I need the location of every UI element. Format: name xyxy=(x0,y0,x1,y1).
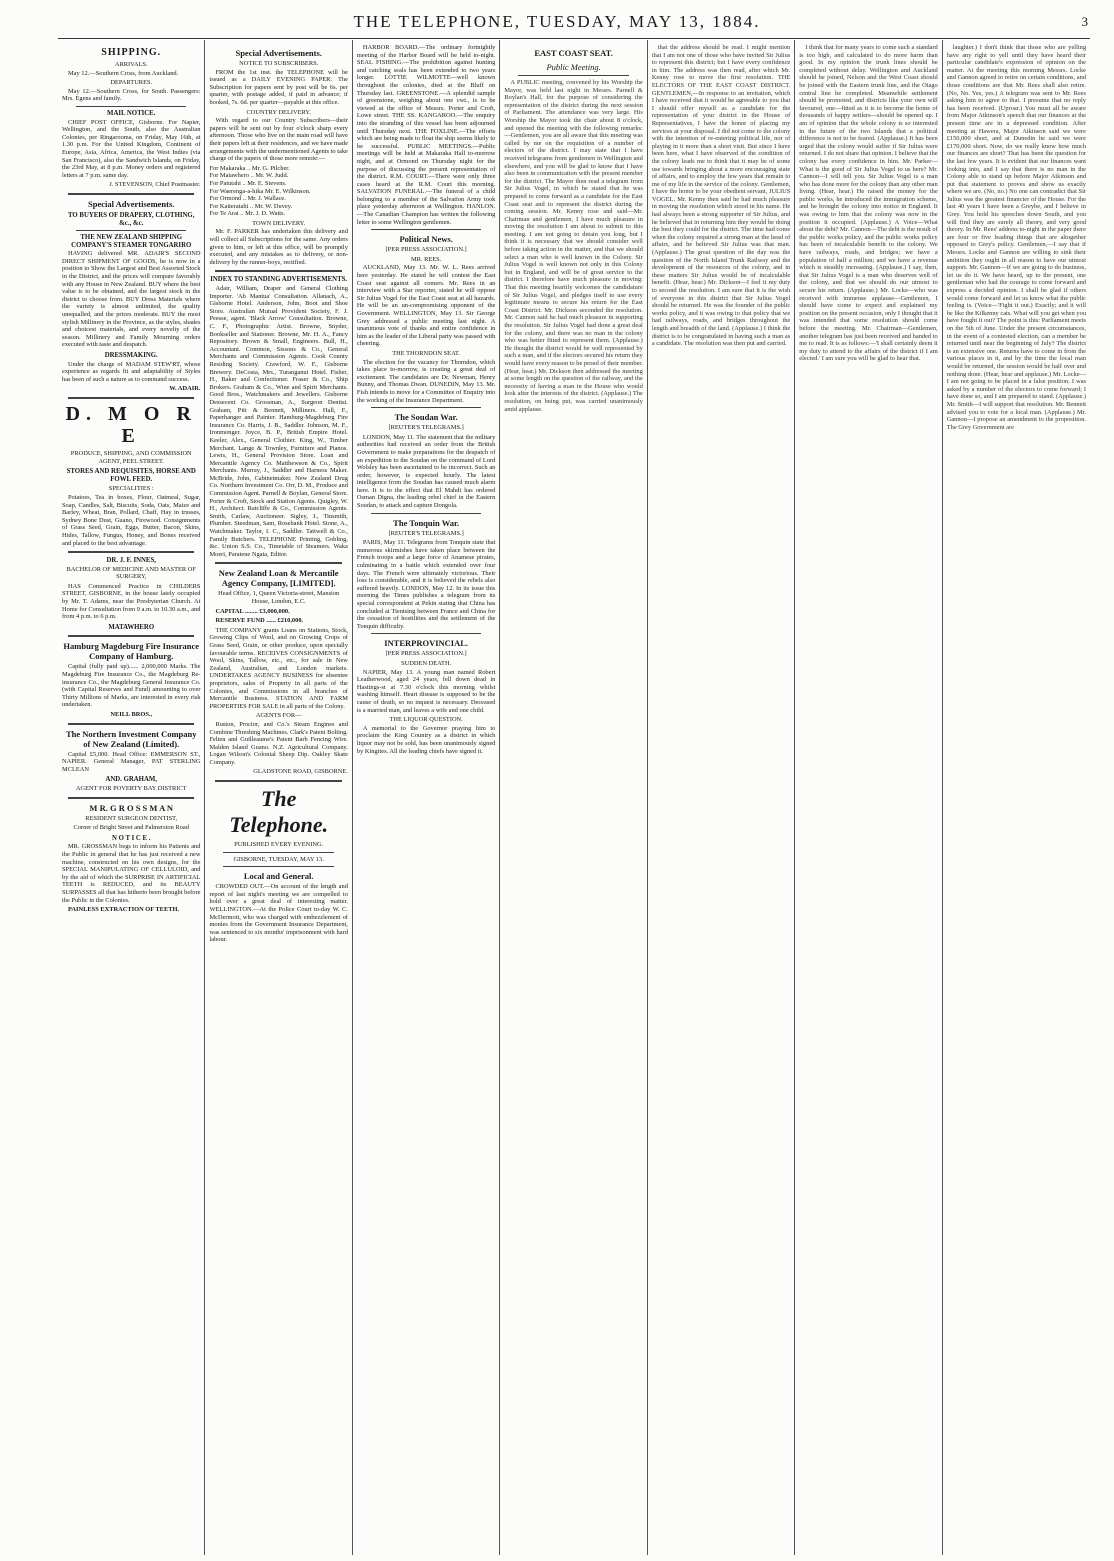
divider xyxy=(215,780,341,782)
notice-subscribers-heading: NOTICE TO SUBSCRIBERS. xyxy=(239,60,319,67)
nzloan-subheading: Head Office, 1, Queen Victoria-street, Mansion House, London, E.C. xyxy=(218,590,340,605)
agents-for-text: Ruston, Proctor, and Co.'s Steam Engines and Combine Threshing Machines. Clark's Patent Bolting. Felten and Guilleaume's Patent Barb Fencing Wire. Malden Island Guano. N.Z. Agricultural Company. Logan Wilson's Colonial Sheep Dip. Oakley Skate Company. xyxy=(209,720,348,766)
dressmaking-text: Under the charge of MADAM STEW'RT, whose experience as regards fit and adaptability of Styles has been of such a nature as to command success. xyxy=(62,360,201,383)
grossman-address: Corner of Bright Street and Palmerston Road xyxy=(73,824,189,832)
tonquin-text: PARIS, May 11. Telegrams from Tonquin state that numerous skirmishes have taken place between the French troops and a large force of Anamese pirates, culminating in a battle which extended over four days. The French were ultimately victorious. Their loss is considerable, and it is believed the rebels also suffered heavily. LONDON, May 12. In its issue this morning the Times publishes a telegram from its special correspondent at Pekin stating that China has concluded at Tientsing between France and China for the cessation of hostilities and the settlement of the Tonquin difficulty. xyxy=(356,539,496,630)
rees-heading: MR. REES. xyxy=(410,255,442,263)
mail-notice-text: CHIEF POST OFFICE, Gisborne. For Napier, Wellington, and the South, also the Australian Colonies, per Ringarooma, on Friday, May 16th, at 1.30 p.m. For the United Kingdom, Continent of Europe, Asia, Africa, America, the West Indies (via San Francisco), also the Sandwich Islands, on Friday, the 23rd May, at 8 p.m. Money orders and registered letters at 7 p.m. same day. xyxy=(62,118,201,179)
neill-signature: NEILL BROS., xyxy=(110,711,153,718)
thorndon-text: The election for the vacancy for Thorndon, which takes place to-morrow, is creating a great deal of excitement. The candidates are Dr. Newman, Henry Bunny, and Thomas Dwan. DUNEDIN, May 13. Mr. Fish intends to move for a Committee of Enquiry into the working of the Insurance Department. xyxy=(356,358,496,404)
town-delivery-heading: TOWN DELIVERY. xyxy=(252,219,306,227)
list-item: For Matawhero .. Mr. W. Judd. xyxy=(209,172,289,180)
town-delivery-text: Mr. F. PARKER has undertaken this delivery and will collect all Subscriptions for the same. Any orders given to him, or left at this office, will be promptly executed, and any mistakes as to delivery, or non-delivery by the runner-boys, rectified. xyxy=(209,228,348,266)
country-delivery-heading: COUNTRY DELIVERY. xyxy=(246,108,311,116)
list-item: For Kaiteratahi .. Mr. W. Duvey. xyxy=(209,202,293,210)
index-text: Adair, William, Draper and General Clothing Importer. 'Ah Mantua' Consultation. Allanach, A., Gisborne Hotel. Anderson, John, Boot and Shoe Store. Australian Mutual Provident Society, F. J. Peesse, agent. 'Black Arrow' Consultation. Browne, C. F., Photographic Artist. Browne, Snyder, Bookseller and Stationer. Browne, Mr. H. A., Fancy Repository. Brown & Small, Engineers. Bull, H., Accountant. Common, Sissons & Co., General Merchants and Commission Agents. Cook County Residing Society. Crawford, W. F., Gisborne Brewery. DeCosta, Mrs., Turanganui Hotel. Fisher, H., Baker and Confectioner. Fraser & Co., Ship Brokers. Graham & Co., Wine and Spirit Merchants. Good Bros., Watchmakers and Jewellers. Gisborne Dessecent Co. Grossman, A., Surgeon Dentist. Graham, Pitt & Bennett, Milliners. Hall, F., Paperhanger and Painter. Hamburg-Magdeburg Fire Insurance Co. Harris, J. B., Saddler. Johnson, M. F., Ironmonger. Joyce, B. P., British Empire Hotel. Keeler, Alex., General Clothier. King, W., Timber Merchant. Lange & Townley, Furniture and Pianos. Lewis, H., General Provision Store. Loan and Mercantile Agency Co. Matthewson & Co., Spirit Merchants. Murray, J., Saddler and Harness Maker. McBride, John, Cabinetmaker. New Zealand Drug Co. Northern Investment Co. Orr, D. M., Produce and Commission Agent. Parnell & Boylan, General Store. Porter & Croft, Stock and Station Agents. Quigley, W. H., Architect. Ratcliffe & Co., Commission Agents. Smith, Carlaw, Auctioneer. Sigley, J., Tinsmith, Plumber. Steedman, Sam, Rosebank Hotel. Stone, A., Watchmaker. Taylor, I. C., Saddler. Tattwell & Co., Family Butchers. TELEPHONE Printing, Gobling, &c. Union S.S. Co., Timetable of Steamers. Waka Moeri, Paratene Ngata, Editor. xyxy=(209,285,348,558)
list-item: For Te Arai .. Mr. J. D. Watts. xyxy=(209,210,286,218)
soudan-heading: The Soudan War. xyxy=(394,412,458,423)
specialities-heading: SPECIALITIES : xyxy=(108,485,154,493)
divider xyxy=(68,635,194,637)
grossman-heading: M R. G R O S S M A N xyxy=(89,802,174,813)
article-body: A PUBLIC meeting, convened by his Worship the Mayor, was held last night in Messrs. Parnell & Boylan's Hall, for the purpose of considering the representation of the district during the next session of Parliament. The attendance was very large. His Worship the Mayor took the chair about 8 o'clock, and opened the meeting with the following remarks:—Gentlemen, you are all aware that this meeting was called by me on the requisition of a number of electors of the district. I may state that I have received telegrams from gentlemen in Wellington and elsewhere, and you will be glad to know that I have also been in communication with the present member for the district. The Mayor then read a telegram from Sir Julius Vogel, in which he stated that he was prepared to come forward as a candidate for the East Coast seat and to represent the district during the coming session. Mr. Kenny rose and said—Mr. Chairman and gentlemen, I have much pleasure in moving the resolution I am about to submit to this meeting. I am not going to detain you long, but I think it is necessary that we should consider well before taking action in the matter, and that we should select a man who is well known in the Colony. Sir Julius Vogel is well known not only in this Colony but in England, and will be of great service to the district. I therefore have much pleasure in moving: That this meeting heartily welcomes the candidature of Sir Julius Vogel, and pledges itself to use every legitimate means to secure his return for the East Coast District. Mr. Dickson seconded the resolution. Mr. Cannon said he had much pleasure in supporting the resolution. Sir Julius Vogel had done a great deal for the colony, and there was no man in the colony who was better fitted to represent them. (Applause.) He thought the district would be well represented by such a man, and if the electors secured his return they would have every reason to be proud of their member. (Hear, hear.) Mr. Dickson then addressed the meeting at some length on the question of the railway, and the necessity of having a man in the House who would look after the interests of the district. (Applause.) The resolution, on being put, was carried unanimously amid applause. xyxy=(504,79,643,413)
graham-heading: AND. GRAHAM, xyxy=(105,776,157,784)
page-number: 3 xyxy=(1081,14,1088,29)
divider xyxy=(68,723,194,725)
dateline: GISBORNE, TUESDAY, MAY 13. xyxy=(233,855,324,863)
divider xyxy=(223,852,333,853)
postmaster-signature: J. STEVENSON, Chief Postmaster. xyxy=(109,181,201,189)
soudan-text: LONDON, May 11. The statement that the military authorities had received an order from the British Government to make preparations for the despatch of an expedition to the Soudan on the command of Lord Wolsley has been ascertained to be incorrect. Such an order, however, is expected hourly. The latest intelligence from the Soudan has caused much alarm here. It is to the effect that El Mahdi has ordered Osman Digna, the leading rebel chief in the Eastern Soudan, to attack and capture Dongola. xyxy=(356,433,496,510)
divider xyxy=(371,513,481,514)
adair-signature: W. ADAIR. xyxy=(169,385,201,393)
divider xyxy=(223,866,333,867)
column-7 xyxy=(943,40,1090,1555)
divider xyxy=(76,230,186,231)
nzsc-text: HAVING delivered MR. ADAIR'S SECOND DIRECT SHIPMENT OF GOODS, he is now in a position to Show the Largest and Best Assorted Stock in the District, and the prices will compare favorably with any House in New Zealand. BUY where the best value is to be obtained, and the largest stock in the district to choose from. BUY Dress Materials where the variety is almost unlimited, the quality unequalled, and the prices moderate. BUY the most stylish Millinery in the Province, as the styles, shades and choicest materials, and every novelty of the season. Millinery and Family Mourning orders executed with taste and despatch. xyxy=(62,250,201,349)
mail-notice-heading: MAIL NOTICE. xyxy=(107,109,156,117)
column-6 xyxy=(795,40,942,1555)
east-coast-heading: EAST COAST SEAT. xyxy=(534,48,613,58)
news-paragraphs: HARBOR BOARD.—The ordinary fortnightly meeting of the Harbor Board will be held to-night. SEAL FISHING.—The prohibition against hunting and catching seals has been extended to two years longer. LOTTIE WILMOTTE—well known throughout the colonies, died at the Bluff on Thursday last. GREENSTONE.—A splendid sample of greenstone, weighing about one cwt., is to be viewed at the office of Messrs. Porter and Croft, Lowe street. THE SS. KANGAROO.—The enquiry into the stranding of this vessel has been adjourned until Thursday next. THE FOXLINE.—The efforts which are being made to float the ship seems likely to be successful. PUBLIC MEETINGS.—Public meetings will be held at Makaraka Hall to-morrow night, and at Ormond on Thursday night for the purpose of discussing the present representation of the district. R.M. COURT.—There were only three cases heard at the R.M. Court this morning. SALVATION FUNERAL.—The funeral of a child belonging to a member of the Salvation Army took place yesterday afternoon at Wellington. HANLON.—The Canadian Champion has written the following letter to some Wellington gentlemen. xyxy=(356,44,496,226)
dmore-heading: D. M O R E xyxy=(65,402,197,447)
gladstone-address: GLADSTONE ROAD, GISBORNE. xyxy=(253,768,348,776)
local-heading: Local and General. xyxy=(243,871,314,882)
divider xyxy=(68,797,194,799)
list-item: For Makaraka .. Mr. G. Pilcher. xyxy=(209,164,290,172)
divider xyxy=(68,193,194,195)
special-ads-heading: Special Advertisements. xyxy=(88,198,175,209)
drapery-heading: TO BUYERS OF DRAPERY, CLOTHING, &c., &c. xyxy=(68,211,195,227)
published-line: PUBLISHED EVERY EVENING. xyxy=(234,841,324,849)
reserve-line: RESERVE FUND ...... £210,000. xyxy=(215,617,304,625)
interprovincial-heading: INTERPROVINCIAL. xyxy=(384,638,469,649)
departures-text: May 12.—Southern Cross, for South. Passengers: Mrs. Egens and family. xyxy=(62,87,201,103)
divider xyxy=(68,397,194,399)
list-item: For Patutahi .. Mr. E. Stevens. xyxy=(209,179,287,187)
tonquin-heading: The Tonquin War. xyxy=(393,517,460,528)
political-heading: Political News. xyxy=(399,234,453,245)
liquor-text: A memorial to the Governor praying him to proclaim the King Country as a district in which liquor may not be sold, has been unanimously signed by Kingites. All the leading chiefs have signed it. xyxy=(356,724,496,755)
innes-text: HAS Commenced Practice in CHILDERS STREET, GISBORNE, in the house lately occupied by Mr. T. Adams, near the Presbyterian Church. At Home for Consultation from 9 a.m. to 10.30 a.m., and from 4 p.m. to 6 p.m. xyxy=(62,582,201,621)
innes-subheading: BACHELOR OF MEDICINE AND MASTER OF SURGERY, xyxy=(66,565,196,581)
matawhero-heading: MATAWHERO xyxy=(108,623,155,631)
dmore-subheading: PRODUCE, SHIPPING, AND COMMISSION AGENT, PEEL STREET. xyxy=(70,449,192,465)
column-2 xyxy=(205,40,352,1555)
grossman-subheading: RESIDENT SURGEON DENTIST, xyxy=(85,814,178,822)
nzloan-heading: New Zealand Loan & Mercantile Agency Company, [LIMITED]. xyxy=(218,568,339,589)
hamburg-heading: Hamburg Magdeburg Fire Insurance Company of Hamburg. xyxy=(63,641,200,662)
divider xyxy=(371,407,481,408)
divider xyxy=(215,270,341,272)
specialities-text: Potatoes, Tea in boxes, Flour, Oatmeal, Sugar, Soap, Candles, Salt, Biscuits, Soda, Oats, Maize and Barley, Wheat, Bran, Pollard, Chaff, Hay in trusses, Sydney Bone Dust, Guano, Firewood. Consignments of Grass Seed, Grain, Eggs, Butter, Bacon, Skins, Hides, Tallow, Fungus, Honey, and Bones received and placed to the best advantage. xyxy=(62,493,201,547)
country-delivery-text: With regard to our Country Subscribers—their papers will be sent out by four o'clock sharp every afternoon. Those who live on the main road will have their papers left at their residences, and we have made arrangements with the undermentioned Agents to take charge of the papers of those more remote:— xyxy=(209,117,348,163)
divider xyxy=(215,562,341,564)
northern-heading: The Northern Investment Company of New Zealand (Limited). xyxy=(65,728,197,749)
agents-list xyxy=(209,165,347,218)
shipping-heading: SHIPPING. xyxy=(101,47,162,58)
arrivals-heading: ARRIVALS. xyxy=(114,61,148,68)
index-heading: INDEX TO STANDING ADVERTISEMENTS. xyxy=(210,276,348,284)
press-credit: [PER PRESS ASSOCIATION.] xyxy=(385,650,467,658)
notice-text: MR. GROSSMAN begs to inform his Patients and the Public in general that he has just received a new machine, constructed on his own designs, for the SPECIAL MANIPULATING OF CELLULOID, and by the aid of which the SURPRISE IN ARTIFICIAL TEETH is REDUCED, and its BEAUTY SURPASSES all that has hitherto been brought before the Public in the Colonies. xyxy=(62,843,201,904)
arrivals-text: May 12.—Southern Cross, from Auckland. xyxy=(68,69,179,77)
rees-text: AUCKLAND, May 13. Mr. W. L. Rees arrived here yesterday. He stated he will contest the East Coast seat against all comers. Mr. Rees in an interview with a Star reporter, stated he will oppose Sir Julius Vogel for the East Coast seat at all hazards. He will be an un-compromising opponent of the Government. WELLINGTON, May 13. Sir George Grey addressed a public meeting last night. A unanimous vote of thanks and entire confidence in him as the leader of the Liberal party was passed with cheering. xyxy=(356,264,496,348)
dressmaking-heading: DRESSMAKING. xyxy=(104,352,158,359)
list-item: For Ormond .. Mr. J. Wallace. xyxy=(209,195,286,203)
column-5 xyxy=(648,40,795,1555)
thorndon-heading: THE THORNDON SEAT. xyxy=(392,349,460,357)
column-3 xyxy=(353,40,500,1555)
nzsc-heading: THE NEW ZEALAND SHIPPING COMPANY'S STEAMER TONGARIRO xyxy=(71,234,192,249)
liquor-heading: THE LIQUOR QUESTION. xyxy=(389,716,463,724)
northern-text: Capital £5,000. Head Office: EMMERSON ST., NAPIER. General Manager, PAT STERLING MCLEAN xyxy=(62,750,201,773)
departures-heading: DEPARTURES. xyxy=(110,79,153,87)
masthead-title: THE TELEPHONE, TUESDAY, MAY 13, 1884. xyxy=(353,12,761,31)
article-body: I think that for many years to come such a standard is too high, and calculated to do more harm than good. In my opinion the trunk lines should be completed without delay. Wellington and Auckland should be joined, Nelson and the West Coast should be joined with the Eastern trunk line, and the Otago central line be completed. Meanwhile settlement should be promoted, and districts like your own will favoured, one—fitted as it is to become the home of thousands of happy settlers—should be opened up. I am of opinion that the whole colony is so interested in the future of the two Islands that a political difference is not to be feared. (Applause.) It has been urged that the colony would suffer if Sir Julius were returned. I do not share that opinion. I believe that the colony has every confidence in him. Mr. Parker—What is the good of Sir Julius Vogel to us here? Mr. Cannon—I will tell you. Sir Julius Vogel is a man who has done more for the colony than any other man living. (Hear, hear.) He raised the money for the public works, he introduced the immigration scheme, and he brought the colony into notice in England. It was owing to him that the colony was now in the position it occupied. (Applause.) A Voice—What about the debt? Mr. Cannon—The debt is the result of the public works policy, and the public works policy has been of incalculable benefit to the colony. We have railways, roads, and bridges; we have a population of half a million; and we have a revenue which is steadily increasing. (Applause.) I say, then, that Sir Julius Vogel is a man who deserves well of the colony, and that we should do our utmost to secure his return. (Applause.) Mr. Locke—who was received with immense applause—Gentlemen, I should have come to expect and explained my position on the present occasion, only I thought that it was intended that some resolution should come before the meeting. Mr. Chairman—Gentlemen, another telegram has just been received and handed to me to read. It is as follows:—'I shall certainly deem it my duty to attend to the affairs of the district if I am elected.' I am sure you will be glad to hear that. xyxy=(799,44,938,363)
divider xyxy=(371,633,481,634)
stores-heading: STORES AND REQUISITES, HORSE AND FOWL FEED. xyxy=(66,468,196,483)
divider xyxy=(371,229,481,230)
column-1 xyxy=(58,40,205,1555)
notice-heading: N O T I C E . xyxy=(111,834,151,842)
reuter-credit: [REUTER'S TELEGRAMS.] xyxy=(388,424,464,432)
sudden-death-text: NAPIER, May 13. A young man named Robert Leatherwood, aged 24 years, fell down dead in Hastings-st at 7.30 o'clock this morning whilst washing himself. Heart disease is supposed to be the cause of death, so no inquest is necessary. Deceased is a married man, and leaves a wife and one child. xyxy=(356,668,496,714)
innes-heading: DR. J. F. INNES, xyxy=(106,557,156,565)
columns xyxy=(58,40,1090,1555)
loan-text: THE COMPANY grants Loans on Stations, Stock, Growing Clips of Wool, and on Growing Crops of Grass Seed, Grain, or other produce, upon specially favourable terms. RECEIVES CONSIGNMENTS of Wool, Skins, Tallow, etc., etc., for sale in New Zealand, Australian, and London markets. UNDERTAKES AGENCY BUSINESS for absentee proprietors, sales of Property in all parts of the Colonies, and Commissions in all branches of Mercantile Business. STATION AND FARM PROPERTIES FOR SALE in all parts of the Colony. xyxy=(209,626,348,710)
public-meeting-heading: Public Meeting. xyxy=(546,62,601,72)
capital-line: CAPITAL ........ £3,000,000. xyxy=(215,607,290,615)
telephone-nameplate: The Telephone. xyxy=(229,786,329,838)
agents-for-heading: AGENTS FOR— xyxy=(255,712,302,720)
masthead xyxy=(0,0,1114,40)
painless-heading: PAINLESS EXTRACTION OF TEETH. xyxy=(68,906,180,914)
hamburg-text: Capital (fully paid up)...... 2,000,000 Marks. The Magdeburg Fire Insurance Co., the Magdeburg Re-insurance Co., the Magdeburg General Insurance Co. (with Capital Reserves and Fund) amounting to over Thirty Millions of Marks, are interested in every risk undertaken. xyxy=(62,663,201,709)
notice-subscribers-text: FROM the 1st inst. the TELEPHONE will be issued as a DAILY EVENING PAPER. The Subscription for papers sent by post will be 6s. per quarter, with postage added, if paid in advance; if booked, 7s. 6d. per quarter—payable at this office. xyxy=(209,68,348,106)
divider xyxy=(76,106,186,107)
divider xyxy=(518,75,628,76)
list-item: For Waerenga-a-hika Mr. E. Wilkinson. xyxy=(209,187,311,195)
local-text: CROWDED OUT.—On account of the length and report of last night's meeting we are compelled to hold over a great deal of interesting matter. WELLINGTON.—At the Police Court to-day W. C. McDermott, who was charged with embezzlement of monies from the Government Insurance Department, was sentenced to six months' imprisonment with hard labour. xyxy=(209,883,348,944)
graham-subheading: AGENT FOR POVERTY BAY DISTRICT xyxy=(75,784,187,792)
sudden-death-heading: SUDDEN DEATH. xyxy=(401,659,452,667)
divider xyxy=(68,551,194,553)
top-rule xyxy=(58,38,1090,39)
article-body: laughter.) I don't think that those who are yelling have any right to yell until they have heard their particular candidate's expression of opinion on the matter. At the meeting this morning Messrs. Locke and Gannon agreed to retire on certain conditions, and those conditions are that Mr. Rees shall also retire. (No, No. Yes, yes.) A telegram was sent to Mr. Rees asking him to agree to that. I presume that no reply has been received. (Uproar.) You must all be aware from Major Atkinson's speech that our finances at the present time are in a depressed condition. After meeting at Hawera, Major Atkinson said we were £150,000 short, and at Dunedin he said we were £170,000 short. Now, do we really know how much our finances are short? That has been the question for the last few years. It is evident that our finances want looking into, and I say that there is no man in the Colony able to stand up before Major Atkinson and put that statement to proves and show us exactly where we are. (No, no.) No one can contradict that Sir Julius was the greatest financier of the House. For the last 40 years I have been a Greybe, and I believe in Grey. You hold his speeches down South, and you will find they are surely all theory, and very good theory. In Mr. Rees' address to-night in the paper there are four or five leading things that are altogether opposed to Grey's policy. Gentlemen,—I say that if Messrs. Locke and Gannon are willing to sink their ambition they ought in all reason to have our utmost support. Mr. Gannon—If we are going to do business, let us do it. We have heard, up to the present, one gentleman who had the courage to come forward and express a decided opinion. I shall be glad if others would come forward and let us know what the public feeling is. (Voice—'Fight it out.) Exactly; and it will be like the Kilkenny cats. What will you get when you have fought it out? The point is this: Parliament meets on the 5th of June. Under the present circumstances, in the event of a contested election, can a member be returned until near the beginning of July? The district is an extensive one. Returns have to come in from the various places in it, and by the time the local man would be returned, the session would be half over and nothing done. (Hear, hear and applause.) Mr. Locke—I am not going to be placed in a false position. I was asked by a number of the electors to come forward; I have done so, and I am prepared to stand. (Applause.) Mr. Smith—I will support that resolution. Mr. Bennett advised you to vote for a local man. (Applause.) Mr. Gannon—I propose an amendment to the proposition. The Grey Government are xyxy=(946,44,1087,431)
reuter-credit: [REUTER'S TELEGRAMS.] xyxy=(388,529,464,537)
special-ads-heading: Special Advertisements. xyxy=(235,48,322,58)
column-4 xyxy=(500,40,647,1555)
press-credit: [PER PRESS ASSOCIATION.] xyxy=(385,246,467,254)
article-body: that the address should be read. I might mention that I am not one of those who have invited Sir Julius to represent this district; but I have every confidence in him. The address was then read, after which Mr. Kenny rose to move the first resolution. THE ELECTORS OF THE EAST COAST DISTRICT. GENTLEMEN,—In response to an invitation, which I have received that it would be agreeable to you that I should offer myself as a candidate for the representation of your district in the House of Representatives, I have the honor of placing my services at your disposal. I did not come to the colony with the intention of re-entering political life, nor of playing in it more than a short visit. But since I have been here, what I have observed of the condition of the colony leads me to think that it may be of some use towards bringing about a more encouraging state of affairs, and to employ the few years that remain to me of my life in the service of the colony. Gentlemen, I have the honor to be your obedient servant, JULIUS VOGEL. Mr. Kenny then said he had much pleasure in moving the resolution which stood in his name. He had always been a strong supporter of Sir Julius, and he believed that in returning him they would be doing the best they could for the district. The time had come when the colony required a strong man at the head of affairs, and he believed Sir Julius was that man. (Applause.) The great question of the day was the question of the North Island Trunk Railway and the development of the resources of the colony, and in these matters Sir Julius would be of incalculable benefit. (Hear, hear.) Mr. Dickson—I feel it my duty to second the resolution. I am sure that it is the wish of everyone in this district that Sir Julius Vogel should be returned. He was the founder of the public works policy, and it was owing to that policy that we had railways, roads, and bridges throughout the length and breadth of the land. (Applause.) I think the district is to be congratulated in having such a man as a candidate. The resolution was then put and carried. xyxy=(651,44,791,348)
